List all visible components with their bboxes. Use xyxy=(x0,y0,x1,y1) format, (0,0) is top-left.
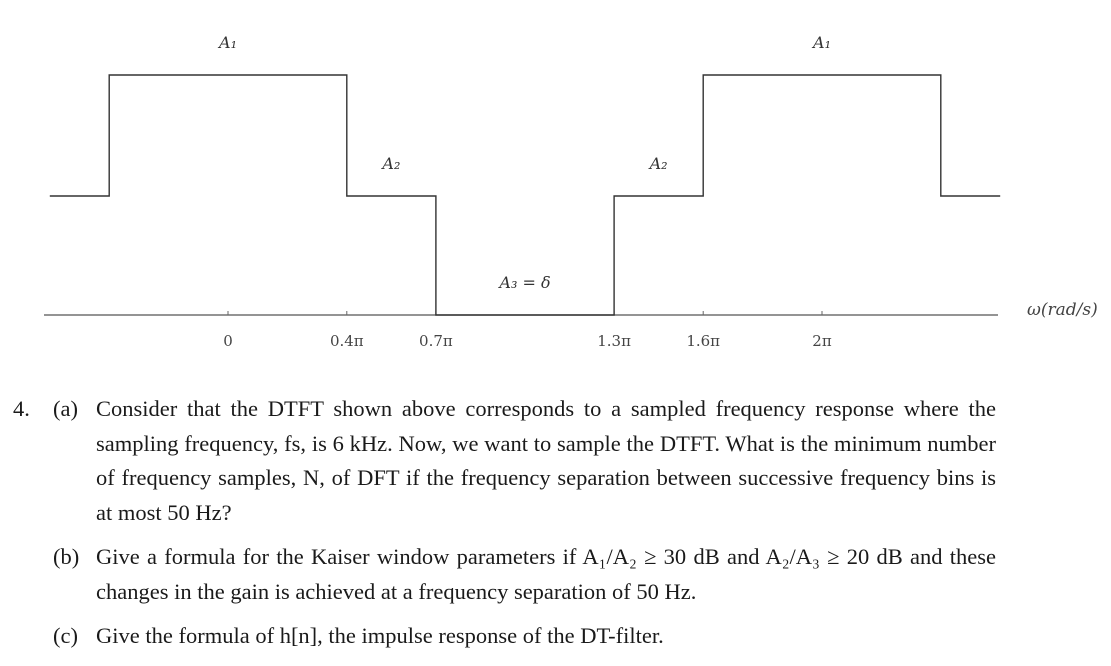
level-label: A₁ xyxy=(219,33,237,52)
tick-label: 1.6π xyxy=(686,332,721,350)
problem-statement xyxy=(0,392,1040,654)
part-b-text: Give a formula for the Kaiser window parameters if A₁/A₂ ≥ 30 dB and A₂/A₃ ≥ 20 dB and these changes in the gain is achieved at a frequency separation of 50 Hz. xyxy=(96,544,996,604)
part-a-label: (a) xyxy=(53,396,78,421)
level-label: A₂ xyxy=(382,154,401,173)
frequency-axis-label: ω(rad/s) xyxy=(1027,300,1098,320)
tick-label: 0.7π xyxy=(419,332,453,350)
part-b xyxy=(0,540,996,609)
part-a-text: Consider that the DTFT shown above corresponds to a sampled frequency response where the sampling frequency, fs, is 6 kHz. Now, we want to sample the DTFT. What is the minimum number of frequency samples, N, of DFT if the frequency separation between successive frequency bins is at most 50 Hz? xyxy=(96,396,996,525)
tick-label: 2π xyxy=(812,332,832,350)
part-c-text: Give the formula of h[n], the impulse response of the DT-filter. xyxy=(96,623,664,648)
part-b-label: (b) xyxy=(53,544,80,569)
tick-labels xyxy=(223,332,832,350)
level-label: A₁ xyxy=(813,33,831,52)
part-c-label: (c) xyxy=(53,623,78,648)
level-labels xyxy=(217,33,831,292)
tick-label: 1.3π xyxy=(597,332,631,350)
tick-label: 0 xyxy=(223,332,233,350)
part-c xyxy=(0,619,996,654)
part-a xyxy=(0,392,996,530)
level-label: A₃ = δ xyxy=(499,273,551,292)
level-label: A₂ xyxy=(649,154,668,173)
problem-number: 4. xyxy=(13,396,30,421)
tick-label: 0.4π xyxy=(329,332,364,350)
